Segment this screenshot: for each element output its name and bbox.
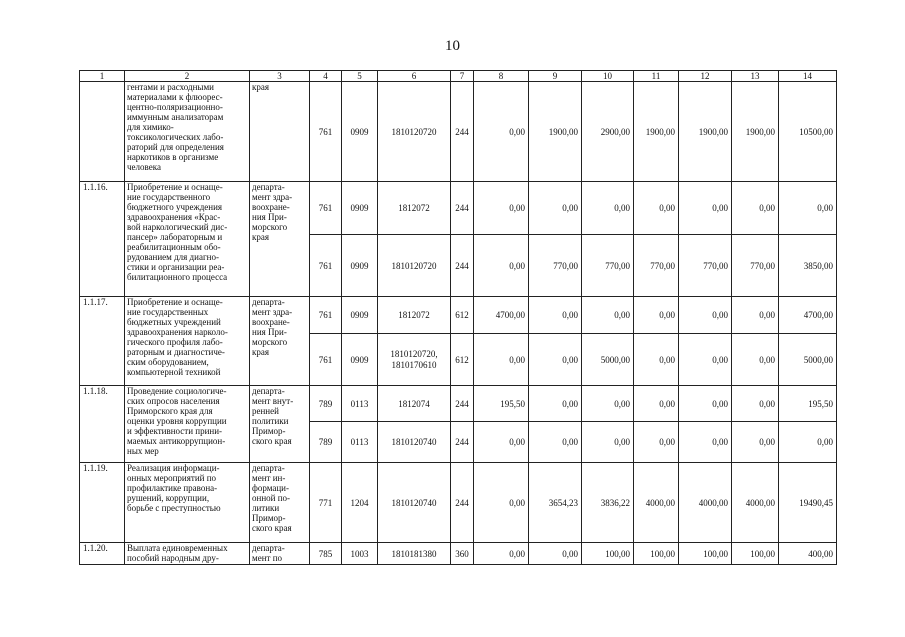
item-executor: края bbox=[250, 82, 310, 182]
cell-amount: 0,00 bbox=[529, 422, 582, 463]
cell-amount: 0,00 bbox=[732, 422, 779, 463]
cell-amount: 1900,00 bbox=[634, 82, 679, 182]
item-description: Проведение социологиче- ских опросов населения Приморского края для оценки уровня коррупции и эффективности прини- маемых антикоррупцион- ных мер bbox=[125, 386, 250, 463]
cell-grbs: 789 bbox=[310, 422, 342, 463]
cell-amount: 0,00 bbox=[732, 182, 779, 235]
cell-vr: 244 bbox=[451, 422, 474, 463]
item-executor: департа- мент внут- ренней политики Примор- ского края bbox=[250, 386, 310, 463]
cell-amount: 0,00 bbox=[582, 182, 634, 235]
cell-amount: 195,50 bbox=[474, 386, 529, 422]
cell-amount: 770,00 bbox=[679, 235, 732, 297]
cell-amount: 0,00 bbox=[634, 297, 679, 334]
cell-grbs: 761 bbox=[310, 182, 342, 235]
cell-amount: 0,00 bbox=[679, 386, 732, 422]
cell-amount: 0,00 bbox=[634, 182, 679, 235]
table-row bbox=[80, 82, 837, 182]
item-code: 1.1.16. bbox=[80, 182, 125, 297]
cell-vr: 244 bbox=[451, 182, 474, 235]
cell-vr: 360 bbox=[451, 543, 474, 565]
col-header: 8 bbox=[474, 71, 529, 82]
cell-grbs: 785 bbox=[310, 543, 342, 565]
cell-section: 0113 bbox=[342, 386, 378, 422]
cell-amount: 0,00 bbox=[474, 543, 529, 565]
item-code: 1.1.20. bbox=[80, 543, 125, 565]
cell-section: 1204 bbox=[342, 463, 378, 543]
cell-grbs: 761 bbox=[310, 235, 342, 297]
cell-amount: 0,00 bbox=[474, 334, 529, 386]
item-description: Выплата единовременных пособий народным дру- bbox=[125, 543, 250, 565]
cell-amount: 3654,23 bbox=[529, 463, 582, 543]
table-row bbox=[80, 182, 837, 235]
item-description: гентами и расходными материалами к флюорес- центно-поляризационно- иммунным анализаторам для химико- токсикологических лабо- раторий для определения наркотиков в организме человека bbox=[125, 82, 250, 182]
cell-amount: 0,00 bbox=[474, 182, 529, 235]
col-header: 14 bbox=[779, 71, 837, 82]
cell-total: 10500,00 bbox=[779, 82, 837, 182]
table-row bbox=[80, 297, 837, 334]
cell-amount: 0,00 bbox=[679, 182, 732, 235]
cell-amount: 0,00 bbox=[679, 297, 732, 334]
cell-amount: 3836,22 bbox=[582, 463, 634, 543]
col-header: 7 bbox=[451, 71, 474, 82]
item-code: 1.1.19. bbox=[80, 463, 125, 543]
cell-amount: 0,00 bbox=[634, 422, 679, 463]
table-row bbox=[80, 463, 837, 543]
cell-grbs: 789 bbox=[310, 386, 342, 422]
cell-amount: 0,00 bbox=[732, 386, 779, 422]
cell-csr: 1810120740 bbox=[378, 463, 451, 543]
item-description: Реализация информаци- онных мероприятий по профилактике правона- рушений, коррупции, борьбе с преступностью bbox=[125, 463, 250, 543]
item-description: Приобретение и оснаще- ние государственного бюджетного учреждения здравоохранения «Крас- вой наркологический дис- пансер» лабораторным и реабилитационным обо- рудованием для диагно- стики и организации реа- билитационного процесса bbox=[125, 182, 250, 297]
cell-amount: 0,00 bbox=[679, 422, 732, 463]
cell-grbs: 771 bbox=[310, 463, 342, 543]
cell-amount: 0,00 bbox=[634, 386, 679, 422]
cell-total: 19490,45 bbox=[779, 463, 837, 543]
cell-amount: 2900,00 bbox=[582, 82, 634, 182]
col-header: 4 bbox=[310, 71, 342, 82]
cell-section: 0909 bbox=[342, 82, 378, 182]
page-number: 10 bbox=[445, 38, 460, 54]
cell-amount: 0,00 bbox=[529, 334, 582, 386]
cell-csr: 1812074 bbox=[378, 386, 451, 422]
item-executor: департа- мент здра- воохране- ния При- морского края bbox=[250, 297, 310, 386]
cell-section: 0909 bbox=[342, 334, 378, 386]
col-header: 1 bbox=[80, 71, 125, 82]
cell-amount: 770,00 bbox=[529, 235, 582, 297]
cell-amount: 0,00 bbox=[634, 334, 679, 386]
item-executor: департа- мент по bbox=[250, 543, 310, 565]
col-header: 3 bbox=[250, 71, 310, 82]
cell-csr: 1812072 bbox=[378, 182, 451, 235]
col-header: 9 bbox=[529, 71, 582, 82]
cell-amount: 4000,00 bbox=[679, 463, 732, 543]
cell-vr: 612 bbox=[451, 297, 474, 334]
item-executor: департа- мент ин- формаци- онной по- литики Примор- ского края bbox=[250, 463, 310, 543]
cell-amount: 1900,00 bbox=[732, 82, 779, 182]
cell-amount: 0,00 bbox=[529, 543, 582, 565]
cell-amount: 0,00 bbox=[474, 463, 529, 543]
cell-vr: 244 bbox=[451, 386, 474, 422]
cell-amount: 770,00 bbox=[582, 235, 634, 297]
cell-csr: 1810120720 bbox=[378, 82, 451, 182]
budget-table bbox=[79, 70, 837, 565]
cell-amount: 0,00 bbox=[582, 386, 634, 422]
cell-total: 400,00 bbox=[779, 543, 837, 565]
col-header: 2 bbox=[125, 71, 250, 82]
cell-amount: 4000,00 bbox=[732, 463, 779, 543]
cell-grbs: 761 bbox=[310, 82, 342, 182]
col-header: 10 bbox=[582, 71, 634, 82]
cell-amount: 0,00 bbox=[732, 334, 779, 386]
cell-csr: 1810120740 bbox=[378, 422, 451, 463]
cell-grbs: 761 bbox=[310, 297, 342, 334]
item-code: 1.1.18. bbox=[80, 386, 125, 463]
cell-csr: 1810120720, 1810170610 bbox=[378, 334, 451, 386]
cell-vr: 244 bbox=[451, 82, 474, 182]
cell-total: 4700,00 bbox=[779, 297, 837, 334]
cell-amount: 0,00 bbox=[582, 297, 634, 334]
item-description: Приобретение и оснаще- ние государственных бюджетных учреждений здравоохранения нарколо- гического профиля лабо- раторным и диагностиче- ским оборудованием, компьютерной техникой bbox=[125, 297, 250, 386]
cell-amount: 100,00 bbox=[732, 543, 779, 565]
item-code: 1.1.17. bbox=[80, 297, 125, 386]
cell-section: 0909 bbox=[342, 235, 378, 297]
cell-amount: 1900,00 bbox=[679, 82, 732, 182]
cell-section: 1003 bbox=[342, 543, 378, 565]
cell-amount: 1900,00 bbox=[529, 82, 582, 182]
table-row bbox=[80, 543, 837, 565]
cell-amount: 100,00 bbox=[634, 543, 679, 565]
cell-csr: 1810181380 bbox=[378, 543, 451, 565]
cell-amount: 0,00 bbox=[474, 422, 529, 463]
cell-vr: 612 bbox=[451, 334, 474, 386]
cell-amount: 0,00 bbox=[529, 297, 582, 334]
cell-amount: 100,00 bbox=[679, 543, 732, 565]
cell-amount: 0,00 bbox=[529, 386, 582, 422]
col-header: 5 bbox=[342, 71, 378, 82]
cell-vr: 244 bbox=[451, 463, 474, 543]
column-number-row bbox=[80, 71, 837, 82]
cell-amount: 0,00 bbox=[474, 82, 529, 182]
cell-amount: 4700,00 bbox=[474, 297, 529, 334]
cell-total: 0,00 bbox=[779, 182, 837, 235]
cell-csr: 1810120720 bbox=[378, 235, 451, 297]
cell-amount: 770,00 bbox=[732, 235, 779, 297]
cell-csr: 1812072 bbox=[378, 297, 451, 334]
cell-amount: 5000,00 bbox=[582, 334, 634, 386]
col-header: 12 bbox=[679, 71, 732, 82]
cell-grbs: 761 bbox=[310, 334, 342, 386]
cell-vr: 244 bbox=[451, 235, 474, 297]
cell-total: 0,00 bbox=[779, 422, 837, 463]
cell-amount: 100,00 bbox=[582, 543, 634, 565]
cell-amount: 0,00 bbox=[529, 182, 582, 235]
cell-total: 195,50 bbox=[779, 386, 837, 422]
item-executor: департа- мент здра- воохране- ния При- морского края bbox=[250, 182, 310, 297]
col-header: 6 bbox=[378, 71, 451, 82]
table-row bbox=[80, 386, 837, 422]
cell-amount: 0,00 bbox=[582, 422, 634, 463]
item-code bbox=[80, 82, 125, 182]
cell-amount: 0,00 bbox=[474, 235, 529, 297]
col-header: 13 bbox=[732, 71, 779, 82]
cell-amount: 4000,00 bbox=[634, 463, 679, 543]
col-header: 11 bbox=[634, 71, 679, 82]
cell-section: 0909 bbox=[342, 297, 378, 334]
cell-section: 0909 bbox=[342, 182, 378, 235]
cell-amount: 0,00 bbox=[679, 334, 732, 386]
cell-total: 3850,00 bbox=[779, 235, 837, 297]
cell-section: 0113 bbox=[342, 422, 378, 463]
cell-amount: 770,00 bbox=[634, 235, 679, 297]
cell-total: 5000,00 bbox=[779, 334, 837, 386]
cell-amount: 0,00 bbox=[732, 297, 779, 334]
